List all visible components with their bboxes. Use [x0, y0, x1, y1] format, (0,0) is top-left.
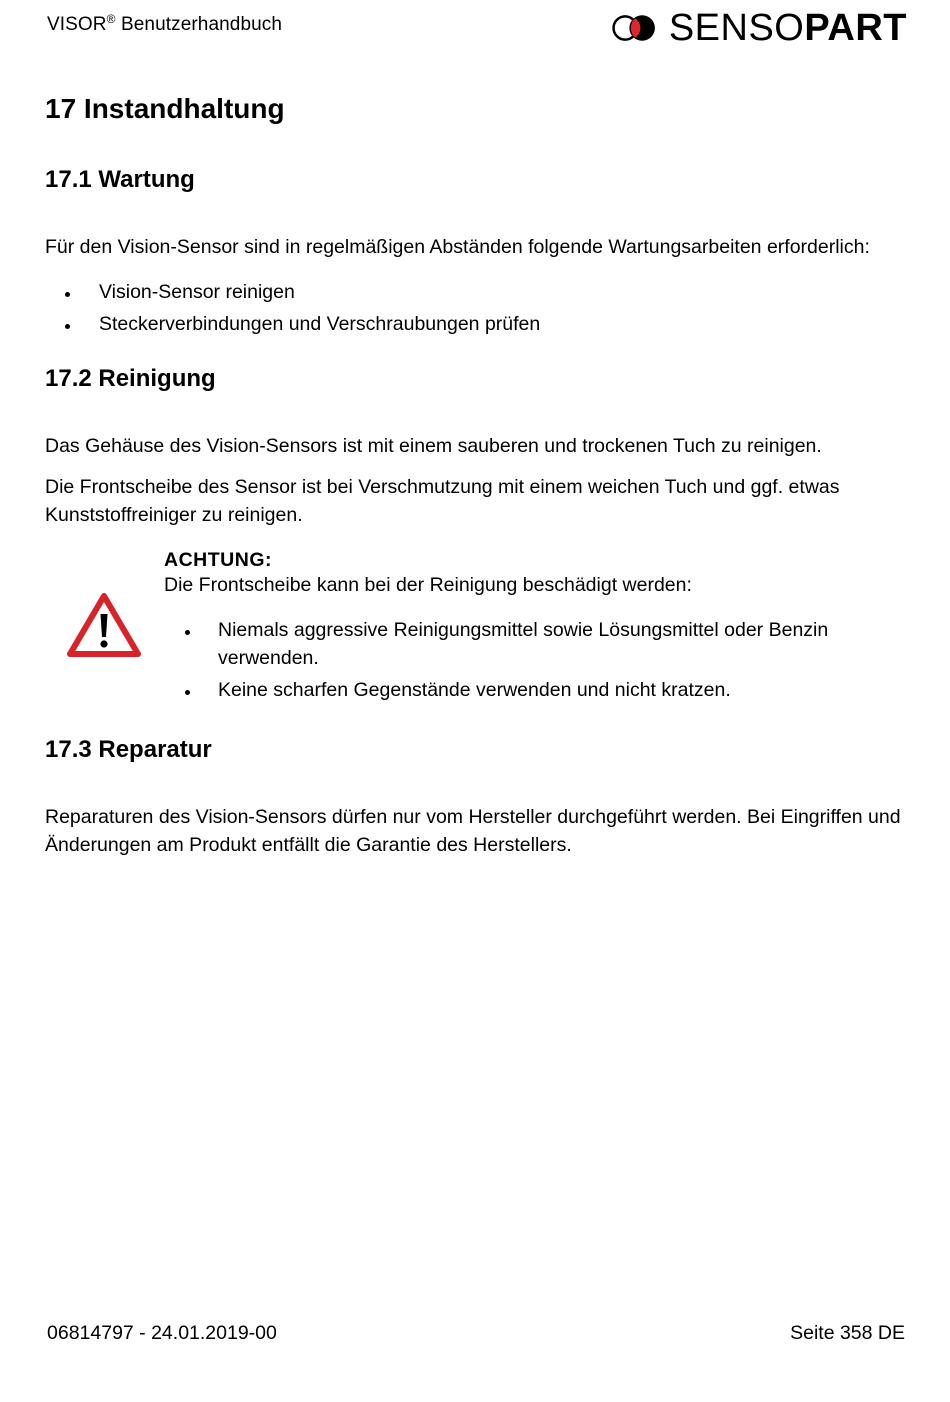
list-item-text: Vision-Sensor reinigen	[99, 281, 295, 303]
chapter-title: 17 Instandhaltung	[45, 93, 285, 124]
bullet-icon	[65, 292, 70, 297]
list-item	[99, 310, 899, 338]
wordmark-bold: PART	[804, 7, 907, 49]
section-title-wartung: 17.1 Wartung	[45, 166, 195, 193]
sensopart-logo-mark-icon	[612, 8, 657, 48]
wartung-intro: Für den Vision-Sensor sind in regelmäßigen Abständen folgende Wartungsarbeiten erforderlich:	[45, 236, 870, 258]
reparatur-text: Reparaturen des Vision-Sensors dürfen nur vom Hersteller durchgeführt werden. Bei Eingriffen und Änderungen am Produkt entfällt die Garantie des Herstellers.	[45, 806, 901, 856]
list-item	[218, 616, 898, 672]
warning-label: ACHTUNG:	[164, 549, 272, 571]
product-name: VISOR	[47, 14, 107, 35]
wordmark-thin: SENSO	[668, 7, 805, 49]
list-item-text: Steckerverbindungen und Verschraubungen prüfen	[99, 313, 541, 335]
list-item	[99, 278, 899, 306]
reinigung-paragraph-2: Die Frontscheibe des Sensor ist bei Verschmutzung mit einem weichen Tuch und ggf. etwas Kunststoffreiniger zu reinigen.	[45, 476, 840, 526]
footer-doc-number: 06814797 - 24.01.2019-00	[47, 1322, 277, 1344]
section-title-reinigung: 17.2 Reinigung	[45, 365, 216, 392]
footer-page-number: Seite 358 DE	[790, 1322, 905, 1344]
list-item-text: Keine scharfen Gegenstände verwenden und nicht kratzen.	[218, 679, 731, 701]
warning-text: Die Frontscheibe kann bei der Reinigung beschädigt werden:	[164, 574, 692, 596]
warning-list	[218, 616, 898, 708]
bullet-icon	[185, 690, 190, 695]
bullet-icon	[185, 630, 190, 635]
reinigung-paragraph-1: Das Gehäuse des Vision-Sensors ist mit einem sauberen und trockenen Tuch zu reinigen.	[45, 435, 822, 457]
registered-mark: ®	[106, 12, 116, 26]
list-item-text: Niemals aggressive Reinigungsmittel sowie Lösungsmittel oder Benzin verwenden.	[218, 619, 829, 669]
bullet-icon	[65, 324, 70, 329]
list-item	[218, 676, 898, 704]
manual-name: Benutzerhandbuch	[115, 14, 283, 35]
sensopart-wordmark	[669, 8, 907, 48]
warning-triangle-icon	[66, 592, 142, 658]
wartung-list	[99, 278, 899, 342]
document-header-title	[47, 14, 282, 36]
section-title-reparatur: 17.3 Reparatur	[45, 736, 212, 763]
sensopart-logo	[612, 8, 907, 48]
